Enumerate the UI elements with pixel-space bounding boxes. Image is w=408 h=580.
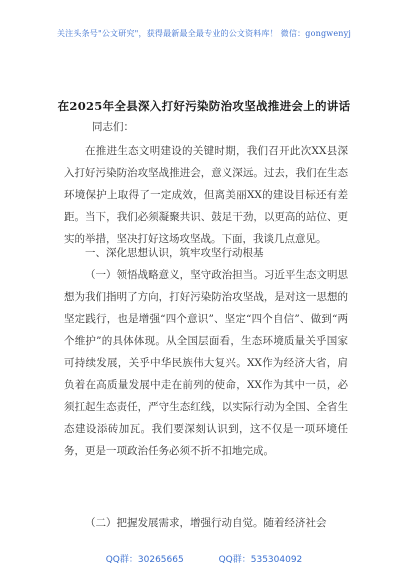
body-paragraph: （二）把握发展需求，增强行动自觉。随着经济社会	[85, 517, 327, 529]
footer-qq-group-2: QQ群：535304092	[218, 555, 303, 565]
footer-qq-group-1: QQ群：30265665	[105, 555, 184, 565]
salutation: 同志们：	[92, 121, 134, 133]
header-banner: 关注头条号"公文研究"，获得最新最全最专业的公文资料库！ 微信：gongwenyj	[56, 29, 352, 38]
document-title: 在2025年全县深入打好污染防治攻坚战推进会上的讲话	[57, 99, 351, 113]
footer	[0, 552, 408, 565]
section-heading: 一、深化思想认识，筑牢攻坚行动根基	[85, 247, 264, 259]
body-paragraph: （一）领悟战略意义，坚守政治担当。习近平生态文明思想为我们指明了方向，打好污染防治攻坚战，是对这一思想的坚定践行，也是增强“四个意识”、坚定“四个自信”、做到“两个维护”的具体体现。从全国层面看，生态环境质量关乎国家可持续发展，关乎中华民族伟大复兴。XX作为经济大省，肩负着在高质量发展中走在前列的使命，XX作为其中一员，必须扛起生态责任，严守生态红线，以实际行动为全国、全省生态建设添砖加瓦。我们要深刻认识到，这不仅是一项环境任务，更是一项政治任务必须不折不扣地完成。	[64, 269, 348, 457]
intro-paragraph: 在推进生态文明建设的关键时期，我们召开此次XX县深入打好污染防治攻坚战推进会，意义深远。过去，我们在生态环境保护上取得了一定成效，但离美丽XX的建设目标还有差距。当下，我们必须凝聚共识、鼓足干劲，以更高的站位、更实的举措，坚决打好这场攻坚战。下面，我谈几点意见。	[64, 145, 348, 245]
